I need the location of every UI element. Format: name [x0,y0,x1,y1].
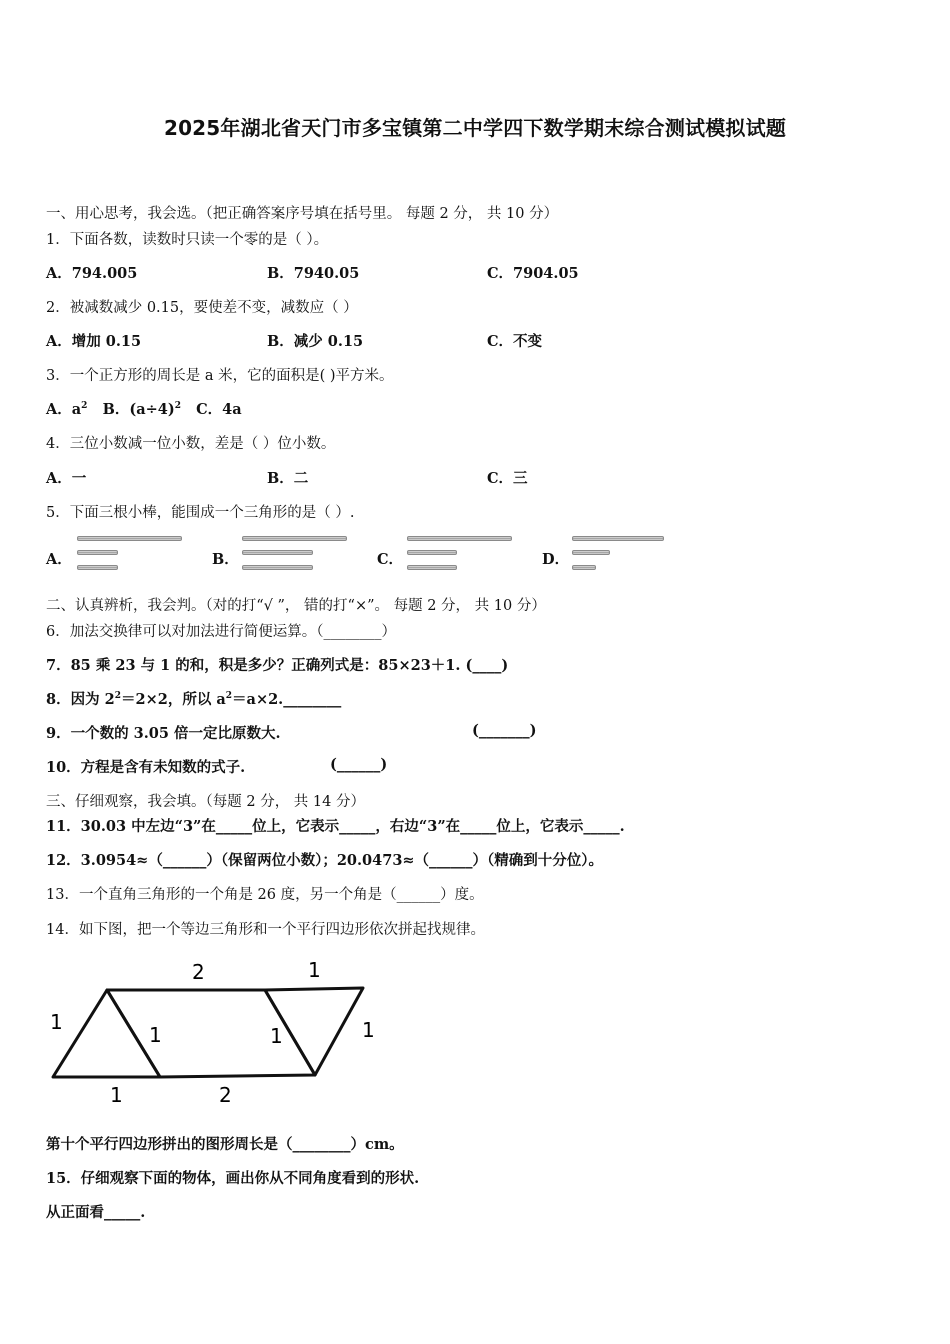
question-1-stem: 1．下面各数，读数时只读一个零的是（ ）。 [46,232,329,248]
stick-d-mid [572,550,610,555]
stick-a-short [77,565,118,570]
q3-option-b: B．$(a\div 4)^2$ [102,401,181,418]
label-top-2: 2 [192,960,205,984]
question-13: 13．一个直角三角形的一个角是 26 度，另一个角是（______）度。 [46,887,484,903]
label-left-1: 1 [50,1010,63,1034]
q4-option-a: A．一 [46,470,87,487]
stick-c-mid [407,550,457,555]
q9-answer-blank: (_______) [472,722,537,739]
question-2-stem: 2．被减数减少 0.15，要使差不变，减数应（ ） [46,300,358,316]
q10-answer-blank: (______) [330,756,388,773]
label-top-1: 1 [308,958,321,982]
q1-option-b: B．7940.05 [267,265,360,282]
q5-option-c: C． [377,551,404,568]
label-bottom-2: 2 [219,1083,232,1107]
question-14-stem: 14．如下图，把一个等边三角形和一个平行四边形依次拼起找规律。 [46,922,485,938]
q4-option-b: B．二 [267,470,309,487]
question-7: 7．85 乘 23 与 1 的和，积是多少？正确列式是：85×23＋1. (____) [46,657,509,674]
q1-option-c: C．7904.05 [487,265,579,282]
label-right-1: 1 [362,1018,375,1042]
stick-c-short [407,565,457,570]
q2-option-b: B．减少 0.15 [267,333,364,350]
q2-option-a: A．增加 0.15 [46,333,142,350]
stick-d-long [572,536,664,541]
triangle-parallelogram-figure [40,955,390,1110]
q4-option-c: C．三 [487,470,528,487]
stick-b-long [242,536,347,541]
q3-option-c: C．4a [196,401,242,418]
question-11: 11．30.03 中左边“3”在_____位上，它表示_____，右边“3”在_____位上，它表示_____. [46,818,625,835]
question-9: 9．一个数的 3.05 倍一定比原数大. [46,725,281,742]
stick-c-long [407,536,512,541]
parallelogram [107,990,315,1077]
q3-option-a: A．$a^2$ [46,401,88,418]
question-12: 12．3.0954≈（______）（保留两位小数）；20.0473≈（______）（精确到十分位）。 [46,852,604,869]
stick-d-short [572,565,596,570]
section-3-heading: 三、仔细观察，我会填。（每题 2 分， 共 14 分） [46,794,365,810]
question-4-stem: 4．三位小数减一位小数，差是（ ）位小数。 [46,436,336,452]
q5-option-d: D． [542,551,570,568]
stick-a-long [77,536,182,541]
stick-b-mid [242,550,313,555]
label-inner-right-1: 1 [270,1024,283,1048]
q1-option-a: A．794.005 [46,265,138,282]
page-title: 2025年湖北省天门市多宝镇第二中学四下数学期末综合测试模拟试题 [163,116,787,140]
question-3-stem: 3．一个正方形的周长是 a 米，它的面积是( )平方米。 [46,368,394,384]
question-10: 10．方程是含有未知数的式子. [46,759,246,776]
stick-b-short [242,565,313,570]
question-5-stem: 5．下面三根小棒，能围成一个三角形的是（ ）. [46,505,355,521]
section-2-heading: 二、认真辨析，我会判。（对的打“√ ”， 错的打“×”。 每题 2 分， 共 10 分） [46,598,546,614]
stick-a-mid [77,550,118,555]
question-15-stem: 15．仔细观察下面的物体，画出你从不同角度看到的形状. [46,1170,420,1187]
question-15-front-view: 从正面看_____. [46,1204,146,1221]
label-bottom-1: 1 [110,1083,123,1107]
q5-option-a: A． [46,551,72,568]
q5-option-b: B． [212,551,239,568]
equilateral-triangle [53,990,160,1077]
q2-option-c: C．不变 [487,333,543,350]
question-6: 6．加法交换律可以对加法进行简便运算。（________） [46,624,396,640]
question-14-answer: 第十个平行四边形拼出的图形周长是（________）cm。 [46,1136,404,1153]
label-inner-1: 1 [149,1023,162,1047]
section-1-heading: 一、用心思考，我会选。（把正确答案序号填在括号里。 每题 2 分， 共 10 分） [46,206,559,222]
q3-options [46,398,242,419]
question-8: 8．因为 $2^2=2\times 2$，所以 $a^2=a\times 2.\_\_\_\_\_\_\_\_$ [46,691,342,708]
